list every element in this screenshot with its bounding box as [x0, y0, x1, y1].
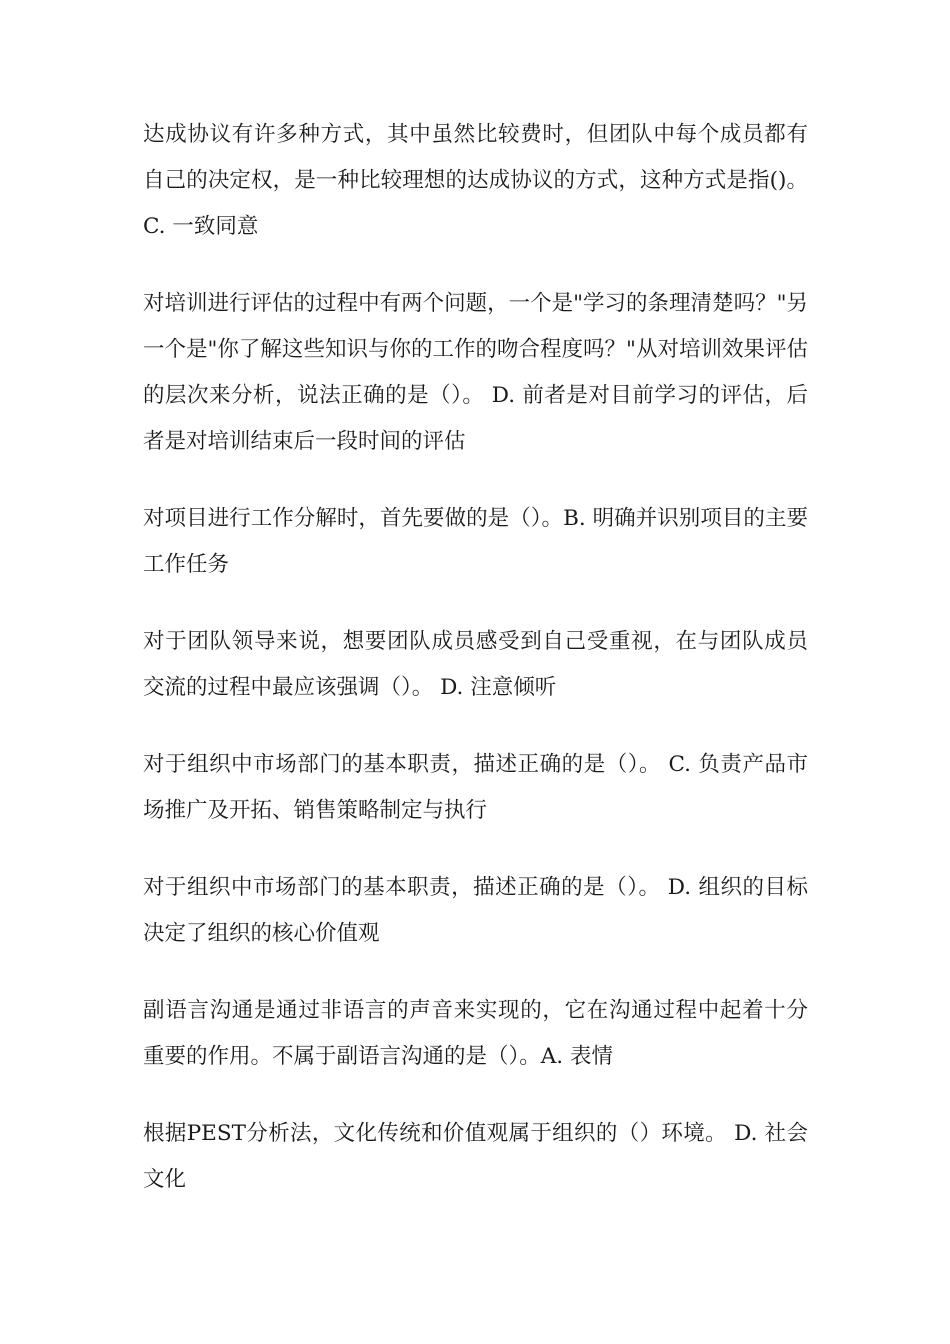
question-answer-paragraph: 对于组织中市场部门的基本职责，描述正确的是（）。 D. 组织的目标决定了组织的核心价值观	[143, 875, 808, 946]
question-answer-paragraph: 对于组织中市场部门的基本职责，描述正确的是（）。 C. 负责产品市场推广及开拓、销售策略制定与执行	[143, 752, 808, 823]
question-answer-paragraph: 根据PEST分析法，文化传统和价值观属于组织的（）环境。 D. 社会文化	[143, 1121, 808, 1192]
question-answer-paragraph: 对于团队领导来说，想要团队成员感受到自己受重视，在与团队成员交流的过程中最应该强调（）。 D. 注意倾听	[143, 629, 808, 700]
question-answer-paragraph: 达成协议有许多种方式，其中虽然比较费时，但团队中每个成员都有自己的决定权，是一种比较理想的达成协议的方式，这种方式是指()。C. 一致同意	[143, 122, 808, 239]
document-body	[143, 112, 808, 1234]
question-answer-paragraph: 对培训进行评估的过程中有两个问题，一个是"学习的条理清楚吗？"另一个是"你了解这些知识与你的工作的吻合程度吗？"从对培训效果评估的层次来分析，说法正确的是（）。 D. 前者是对目前学习的评估，后者是对培训结束后一段时间的评估	[143, 291, 808, 454]
question-answer-paragraph: 副语言沟通是通过非语言的声音来实现的，它在沟通过程中起着十分重要的作用。不属于副语言沟通的是（）。A. 表情	[143, 998, 808, 1069]
question-answer-paragraph: 对项目进行工作分解时，首先要做的是（）。B. 明确并识别项目的主要工作任务	[143, 506, 808, 577]
